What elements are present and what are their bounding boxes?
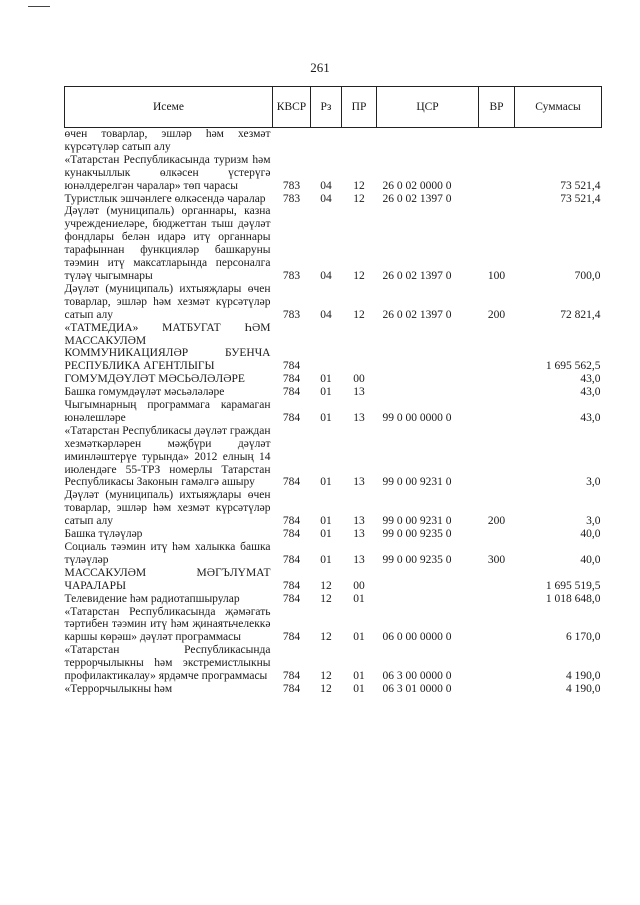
cell-csr: 26 0 02 1397 0 — [382, 269, 452, 282]
cell-kvsr: 784 — [282, 579, 301, 592]
cell-name: өчен товарлар, эшләр һәм хезмәт күрсәтүләр сатып алу — [64, 128, 271, 153]
cell-kvsr: 784 — [282, 670, 301, 683]
cell-pr: 01 — [353, 670, 365, 683]
cell-csr — [377, 373, 479, 386]
cell-sum: 6 170,0 — [566, 631, 601, 644]
cell-csr: 99 0 00 9231 0 — [382, 515, 452, 528]
cell-sum: 3,0 — [586, 515, 601, 528]
table-row — [65, 128, 602, 154]
cell-rz: 01 — [320, 411, 332, 424]
cell-pr: 01 — [353, 682, 365, 695]
table-header — [65, 87, 602, 128]
cell-kvsr — [273, 128, 311, 154]
cell-csr: 26 0 02 1397 0 — [382, 192, 452, 205]
cell-vr — [479, 567, 515, 593]
cell-sum: 73 521,4 — [560, 179, 601, 192]
cell-kvsr: 784 — [282, 411, 301, 424]
cell-rz: 12 — [320, 670, 332, 683]
cell-pr: 01 — [353, 592, 365, 605]
cell-kvsr: 784 — [282, 553, 301, 566]
cell-kvsr: 784 — [282, 515, 301, 528]
cell-rz: 04 — [320, 179, 332, 192]
cell-pr: 00 — [353, 373, 365, 386]
cell-sum: 43,0 — [580, 373, 601, 386]
cell-name: ГОМУМДӘҮЛӘТ МӘСЬӘЛӘЛӘРЕ — [64, 373, 245, 386]
cell-csr — [377, 567, 479, 593]
table-row — [65, 644, 602, 683]
table-body — [65, 128, 602, 696]
cell-sum: 1 695 519,5 — [545, 579, 601, 592]
cell-name: «ТАТМЕДИА» МАТБУГАТ ҺӘМ МАССАКУЛӘМ КОММУНИКАЦИЯЛӘР БУЕНЧА РЕСПУБЛИКА АГЕНТЛЫГЫ — [64, 321, 271, 373]
cell-pr: 13 — [353, 476, 365, 489]
cell-sum: 72 821,4 — [560, 308, 601, 321]
cell-pr: 13 — [353, 386, 365, 399]
cell-kvsr: 784 — [282, 528, 301, 541]
cell-sum: 700,0 — [574, 269, 601, 282]
cell-csr: 99 0 00 0000 0 — [382, 411, 452, 424]
cell-kvsr: 784 — [282, 386, 301, 399]
cell-vr: 200 — [487, 515, 506, 528]
cell-vr — [479, 683, 515, 696]
cell-kvsr: 783 — [282, 308, 301, 321]
cell-sum: 40,0 — [580, 553, 601, 566]
cell-rz: 01 — [320, 386, 332, 399]
cell-rz: 01 — [320, 528, 332, 541]
cell-kvsr: 783 — [282, 269, 301, 282]
table-row — [65, 205, 602, 282]
cell-rz: 12 — [320, 579, 332, 592]
header-kvsr: КВСР — [273, 87, 311, 128]
cell-vr: 200 — [487, 308, 506, 321]
cell-name: «Татарстан Республикасында террорчылыкны һәм экстремистлыкны профилактикалау» ярдәмче программасы — [64, 644, 271, 683]
header-csr: ЦСР — [377, 87, 479, 128]
table-row — [65, 541, 602, 567]
cell-name: Телевидение һәм радиотапшырулар — [64, 592, 240, 605]
cell-kvsr: 784 — [282, 476, 301, 489]
header-sum: Суммасы — [515, 87, 602, 128]
cell-sum — [515, 128, 602, 154]
cell-vr — [479, 606, 515, 645]
cell-pr — [342, 128, 377, 154]
cell-pr: 12 — [353, 308, 365, 321]
cell-vr — [479, 399, 515, 425]
cell-pr: 12 — [353, 192, 365, 205]
cell-rz: 12 — [320, 592, 332, 605]
table-row — [65, 425, 602, 490]
cell-name: Дәүләт (муниципаль) ихтыяҗлары өчен товарлар, эшләр һәм хезмәт күрсәтүләр сатып алу — [64, 489, 271, 528]
cell-vr — [479, 128, 515, 154]
cell-csr: 26 0 02 1397 0 — [382, 308, 452, 321]
cell-pr: 01 — [353, 631, 365, 644]
cell-pr — [342, 322, 377, 374]
cell-name: «Татарстан Республикасы дәүләт граждан хезмәткәрләрен мәҗбүри дәүләт иминләштерүе турында» 2012 елның 14 июлендәге 55-ТРЗ номерлы Татарстан Республикасы Законын гамәлгә ашыру — [64, 424, 271, 489]
cell-vr: 300 — [487, 553, 506, 566]
cell-vr: 100 — [487, 269, 506, 282]
corner-rule — [28, 6, 50, 7]
cell-csr: 26 0 02 0000 0 — [382, 179, 452, 192]
table-row — [65, 386, 602, 399]
cell-pr: 13 — [353, 553, 365, 566]
table-row — [65, 322, 602, 374]
cell-name: Социаль тәэмин итү һәм халыкка башка түләүләр — [64, 541, 271, 566]
cell-kvsr: 784 — [282, 592, 301, 605]
page-number: 261 — [310, 60, 330, 75]
cell-vr — [479, 322, 515, 374]
cell-rz: 12 — [320, 682, 332, 695]
header-row — [65, 87, 602, 128]
cell-sum: 1 695 562,5 — [545, 360, 601, 373]
cell-vr — [479, 644, 515, 683]
cell-rz — [311, 128, 342, 154]
table-row — [65, 683, 602, 696]
cell-csr: 06 3 01 0000 0 — [382, 682, 452, 695]
cell-sum: 1 018 648,0 — [545, 592, 601, 605]
cell-name: Дәүләт (муниципаль) органнары, казна учреждениеләре, бюджеттан тыш дәүләт фондлары белән идарә итү органнары тарафыннан функцияләр башкаруны тәэмин итү максатларында персоналга түләү чыгымнары — [64, 205, 271, 282]
cell-kvsr: 783 — [282, 179, 301, 192]
header-rz: Рз — [311, 87, 342, 128]
cell-rz: 04 — [320, 269, 332, 282]
table-row — [65, 154, 602, 193]
cell-rz: 01 — [320, 553, 332, 566]
cell-sum: 4 190,0 — [566, 670, 601, 683]
cell-pr: 12 — [353, 269, 365, 282]
cell-pr: 13 — [353, 528, 365, 541]
cell-name: «Террорчылыкны һәм — [64, 682, 173, 695]
cell-pr: 13 — [353, 411, 365, 424]
cell-name: Башка түләүләр — [64, 528, 143, 541]
cell-vr — [479, 154, 515, 193]
cell-name: Чыгымнарның программага карамаган юнәлешләре — [64, 399, 271, 424]
cell-csr: 99 0 00 9235 0 — [382, 553, 452, 566]
table-row — [65, 283, 602, 322]
budget-table — [64, 86, 602, 696]
header-pr: ПР — [342, 87, 377, 128]
table-row — [65, 489, 602, 528]
cell-sum: 43,0 — [580, 386, 601, 399]
cell-kvsr: 784 — [282, 682, 301, 695]
cell-name: Туристлык эшчәнлеге өлкәсендә чаралар — [64, 192, 266, 205]
cell-sum: 43,0 — [580, 411, 601, 424]
cell-pr: 13 — [353, 515, 365, 528]
cell-vr — [479, 593, 515, 606]
cell-name: Башка гомумдәүләт мәсьәләләре — [64, 386, 225, 399]
cell-name: «Татарстан Республикасында туризм һәм кунакчыллык өлкәсен үстерүгә юнәлдерелгән чаралар» төп чарасы — [64, 153, 271, 192]
cell-pr: 12 — [353, 179, 365, 192]
cell-rz: 01 — [320, 476, 332, 489]
cell-csr — [377, 593, 479, 606]
cell-rz: 04 — [320, 192, 332, 205]
table-row — [65, 528, 602, 541]
table-row — [65, 399, 602, 425]
cell-vr — [479, 528, 515, 541]
cell-rz: 01 — [320, 515, 332, 528]
cell-csr — [377, 386, 479, 399]
cell-rz: 12 — [320, 631, 332, 644]
cell-rz: 04 — [320, 308, 332, 321]
cell-csr: 06 0 00 0000 0 — [382, 631, 452, 644]
table-row — [65, 567, 602, 593]
cell-rz — [311, 322, 342, 374]
cell-csr — [377, 322, 479, 374]
cell-kvsr: 784 — [282, 373, 301, 386]
cell-vr — [479, 193, 515, 206]
cell-kvsr: 783 — [282, 192, 301, 205]
cell-name: «Татарстан Республикасында җәмәгать тәртибен тәэмин итү һәм җинаятьчелеккә каршы көрәш» дәүләт программасы — [64, 605, 271, 644]
cell-csr: 99 0 00 9235 0 — [382, 528, 452, 541]
cell-csr: 06 3 00 0000 0 — [382, 670, 452, 683]
cell-name: МАССАКУЛӘМ МӘГЪЛҮМАТ ЧАРАЛАРЫ — [64, 566, 271, 592]
cell-kvsr: 784 — [282, 631, 301, 644]
header-vr: ВР — [479, 87, 515, 128]
cell-vr — [479, 386, 515, 399]
cell-sum: 40,0 — [580, 528, 601, 541]
header-name: Исеме — [65, 87, 273, 128]
cell-name: Дәүләт (муниципаль) ихтыяҗлары өчен товарлар, эшләр һәм хезмәт күрсәтүләр сатып алу — [64, 282, 271, 321]
cell-vr — [479, 373, 515, 386]
table-row — [65, 373, 602, 386]
cell-csr: 99 0 00 9231 0 — [382, 476, 452, 489]
cell-sum: 73 521,4 — [560, 192, 601, 205]
table-row — [65, 606, 602, 645]
cell-rz: 01 — [320, 373, 332, 386]
cell-pr: 00 — [353, 579, 365, 592]
cell-csr — [377, 128, 479, 154]
cell-kvsr: 784 — [282, 360, 301, 373]
cell-sum: 3,0 — [586, 476, 601, 489]
table-row — [65, 593, 602, 606]
cell-sum: 4 190,0 — [566, 682, 601, 695]
cell-vr — [479, 425, 515, 490]
table-row — [65, 193, 602, 206]
